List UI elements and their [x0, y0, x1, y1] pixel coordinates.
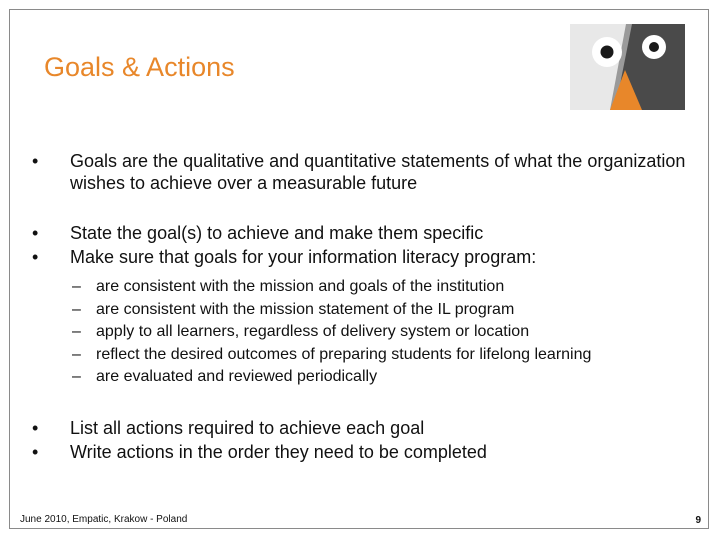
- sub-dash: –: [72, 323, 81, 340]
- sub-item: [32, 321, 692, 344]
- slide-title: Goals & Actions: [44, 52, 235, 82]
- sub-text: reflect the desired outcomes of preparing students for lifelong learning: [96, 345, 592, 363]
- bullet-group-3: [32, 417, 692, 463]
- sub-text: are consistent with the mission and goals of the institution: [96, 278, 505, 295]
- footer-credit: June 2010, Empatic, Krakow - Poland: [20, 514, 188, 525]
- logo-left-pupil: [601, 46, 614, 59]
- bullet-text: Make sure that goals for your information literacy program:: [70, 247, 537, 267]
- slide-body: [32, 150, 692, 463]
- bullet-group-1: [32, 150, 692, 194]
- bullet-dot: •: [32, 151, 39, 171]
- sub-list: [32, 276, 692, 389]
- bullet-text: List all actions required to achieve each goal: [70, 417, 425, 438]
- bullet-item: [32, 222, 692, 244]
- sub-item: [32, 366, 692, 389]
- bullet-item: [32, 246, 692, 268]
- sub-item: [32, 276, 692, 299]
- bullet-item: [32, 441, 692, 463]
- sub-item: [32, 299, 692, 322]
- sub-text: apply to all learners, regardless of delivery system or location: [96, 323, 530, 340]
- sub-dash: –: [72, 278, 81, 295]
- bullet-dot: •: [32, 223, 39, 243]
- logo-right-pupil: [649, 42, 659, 52]
- page-number: 9: [695, 515, 701, 526]
- owl-logo-icon: [570, 24, 685, 110]
- bullet-text: Write actions in the order they need to be completed: [70, 441, 487, 462]
- bullet-dot: •: [32, 247, 39, 267]
- bullet-text: Goals are the qualitative and quantitative statements of what the organization wishes to achieve over a measurable future: [70, 151, 686, 193]
- sub-dash: –: [72, 300, 81, 318]
- sub-dash: –: [72, 368, 81, 385]
- sub-dash: –: [72, 345, 81, 363]
- bullet-dot: •: [32, 417, 39, 438]
- sub-item: [32, 344, 692, 367]
- sub-text: are evaluated and reviewed periodically: [96, 368, 378, 385]
- bullet-item: [32, 150, 692, 194]
- bullet-text: State the goal(s) to achieve and make them specific: [70, 223, 484, 243]
- sub-text: are consistent with the mission statement of the IL program: [96, 300, 515, 318]
- bullet-item: [32, 417, 692, 439]
- bullet-dot: •: [32, 441, 39, 462]
- bullet-group-2: [32, 222, 692, 389]
